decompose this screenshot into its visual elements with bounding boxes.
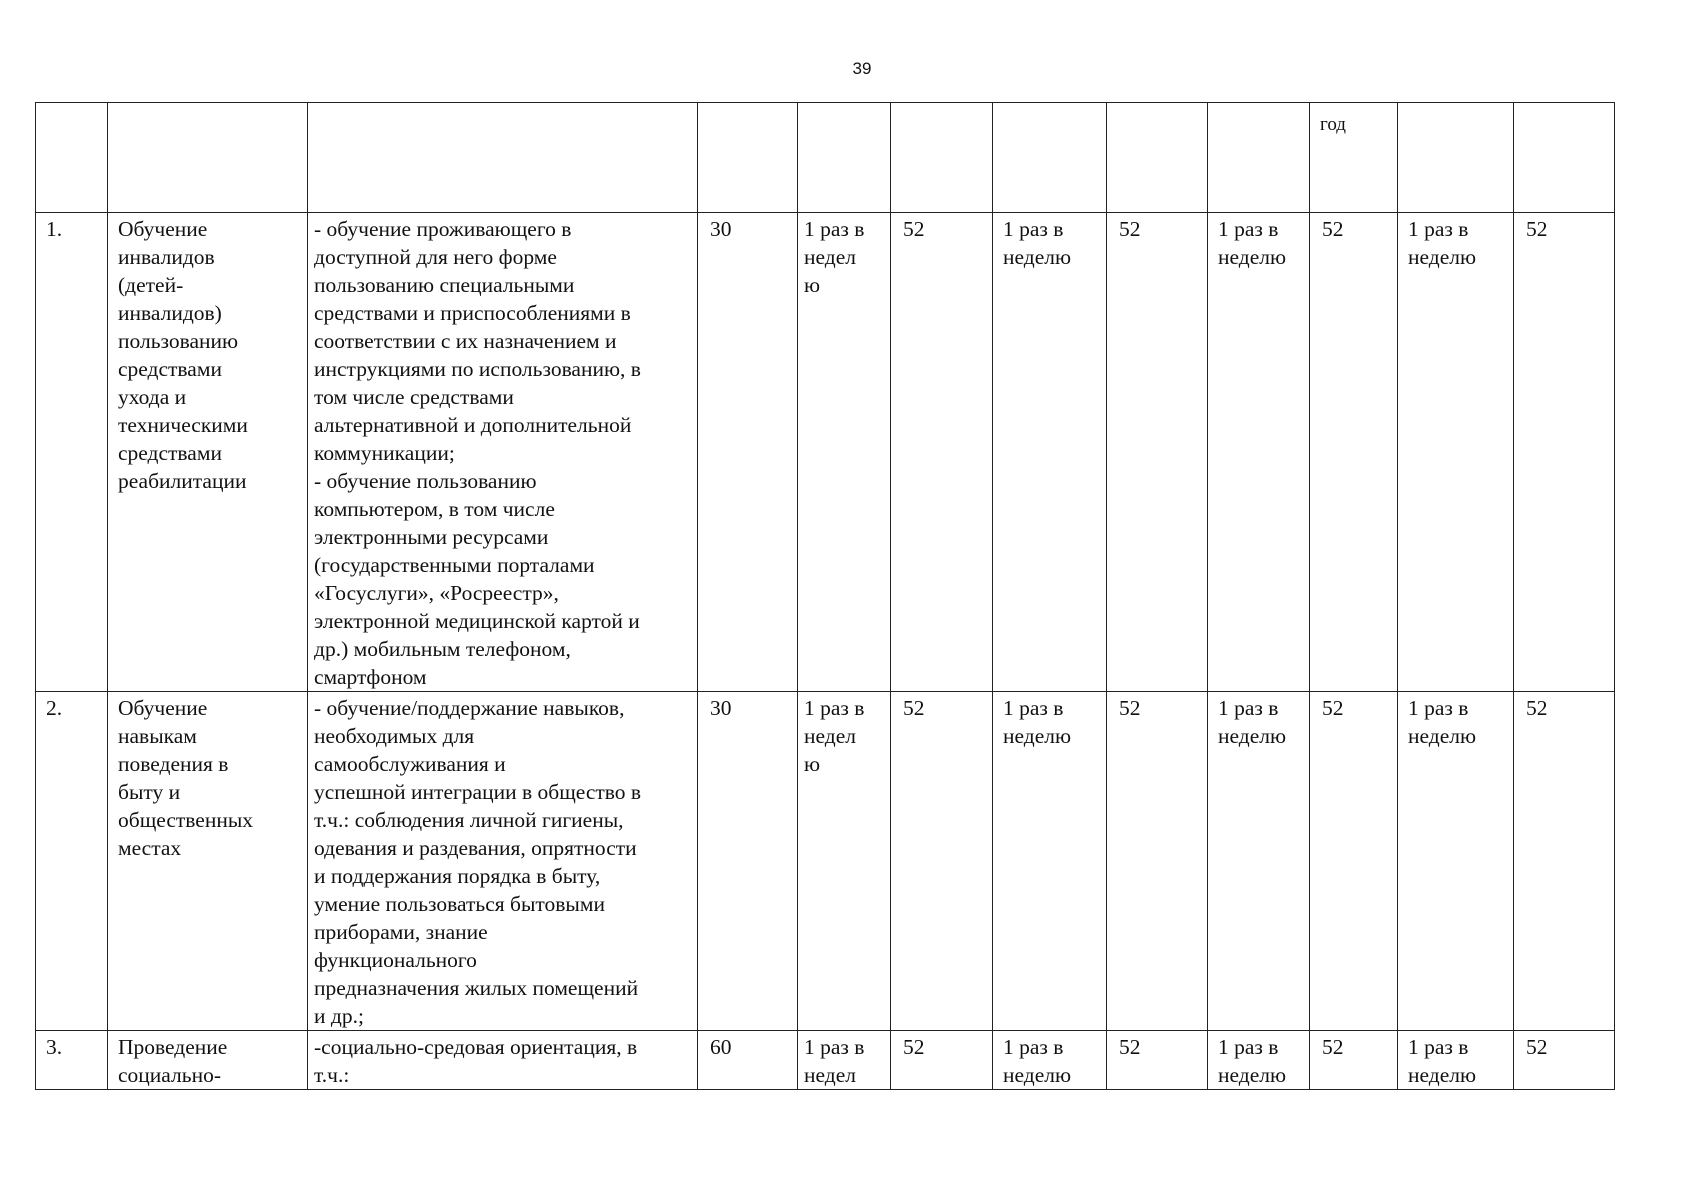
duration-cell: 60 — [698, 1031, 798, 1090]
count-cell: 52 — [1107, 1031, 1208, 1090]
frequency-cell: 1 раз в неделю — [1208, 213, 1310, 692]
header-cell — [1398, 103, 1514, 213]
count-cell: 52 — [891, 1031, 993, 1090]
frequency-cell: 1 раз в неделю — [1398, 692, 1514, 1031]
count-cell: 52 — [891, 692, 993, 1031]
count-cell: 52 — [1310, 1031, 1398, 1090]
header-cell — [108, 103, 308, 213]
header-cell — [798, 103, 891, 213]
frequency-cell: 1 раз в неделю — [1398, 1031, 1514, 1090]
services-table — [35, 102, 1615, 1090]
frequency-cell: 1 раз в неделю — [1208, 1031, 1310, 1090]
count-cell: 52 — [1514, 1031, 1615, 1090]
service-description: -социально-средовая ориентация, в т.ч.: — [308, 1031, 698, 1090]
header-cell — [698, 103, 798, 213]
service-description: - обучение проживающего в доступной для него форме пользованию специальными средствами и приспособлениями в соответствии с их назначением и инструкциями по использованию, в том числе средствами альтернативной и дополнительной коммуникации; - обучение пользованию компьютером, в том числе электронными ресурсами (государственными порталами «Госуслуги», «Росреестр», электронной медицинской картой и др.) мобильным телефоном, смартфоном — [308, 213, 698, 692]
service-name: Обучение инвалидов (детей- инвалидов) пользованию средствами ухода и техническими средствами реабилитации — [108, 213, 308, 692]
table-row — [36, 1031, 1615, 1090]
frequency-cell: 1 раз в неделю — [993, 692, 1107, 1031]
service-name: Обучение навыкам поведения в быту и общественных местах — [108, 692, 308, 1031]
table-row — [36, 213, 1615, 692]
header-cell — [891, 103, 993, 213]
row-number: 1. — [36, 213, 108, 692]
row-number: 2. — [36, 692, 108, 1031]
service-description: - обучение/поддержание навыков, необходимых для самообслуживания и успешной интеграции в общество в т.ч.: соблюдения личной гигиены, одевания и раздевания, опрятности и поддержания порядка в быту, умение пользоваться бытовыми приборами, знание функционального предназначения жилых помещений и др.; — [308, 692, 698, 1031]
header-cell — [1107, 103, 1208, 213]
frequency-cell: 1 раз в неделю — [993, 1031, 1107, 1090]
frequency-cell: 1 раз в неделю — [993, 213, 1107, 692]
frequency-cell: 1 раз в неделю — [1208, 692, 1310, 1031]
header-cell-year: год — [1310, 103, 1398, 213]
frequency-cell: 1 раз в неделю — [1398, 213, 1514, 692]
count-cell: 52 — [1310, 213, 1398, 692]
count-cell: 52 — [1107, 213, 1208, 692]
count-cell: 52 — [1514, 692, 1615, 1031]
table-header-row — [36, 103, 1615, 213]
header-cell — [308, 103, 698, 213]
count-cell: 52 — [1107, 692, 1208, 1031]
table-row — [36, 692, 1615, 1031]
count-cell: 52 — [1310, 692, 1398, 1031]
frequency-cell: 1 раз в недел ю — [798, 213, 891, 692]
header-cell — [993, 103, 1107, 213]
frequency-cell: 1 раз в недел — [798, 1031, 891, 1090]
row-number: 3. — [36, 1031, 108, 1090]
duration-cell: 30 — [698, 213, 798, 692]
count-cell: 52 — [891, 213, 993, 692]
count-cell: 52 — [1514, 213, 1615, 692]
service-name: Проведение социально- — [108, 1031, 308, 1090]
duration-cell: 30 — [698, 692, 798, 1031]
header-cell — [36, 103, 108, 213]
header-cell — [1514, 103, 1615, 213]
page-number: 39 — [852, 59, 872, 78]
header-cell — [1208, 103, 1310, 213]
frequency-cell: 1 раз в недел ю — [798, 692, 891, 1031]
